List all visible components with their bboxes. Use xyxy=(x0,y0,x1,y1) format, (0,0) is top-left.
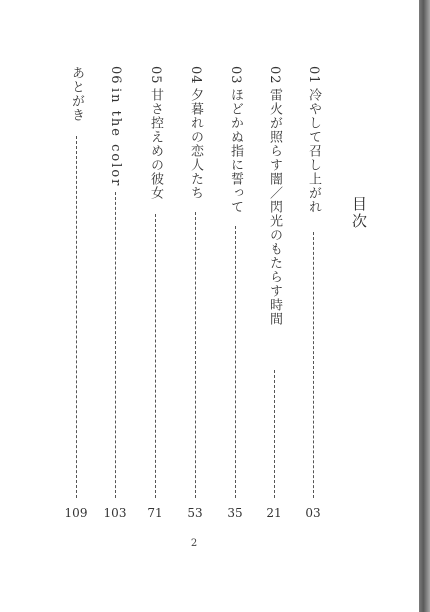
entry-number: 03 xyxy=(228,66,243,85)
entry-title: ほどかぬ指に誓って xyxy=(228,88,243,214)
leader-line xyxy=(195,212,196,498)
entry-page: 35 xyxy=(227,506,243,520)
entry-number: 02 xyxy=(267,66,282,85)
entry-number: 01 xyxy=(306,66,321,85)
entry-page: 109 xyxy=(64,506,88,520)
leader-line xyxy=(155,214,156,498)
entry-page: 71 xyxy=(147,506,163,520)
page-gutter xyxy=(419,0,430,612)
entry-title: あとがき xyxy=(69,66,84,122)
entry-number: 05 xyxy=(148,66,163,85)
entry-title: 甘さ控えめの彼女 xyxy=(148,88,163,200)
toc-title: 目次 xyxy=(350,196,368,230)
leader-line xyxy=(313,232,314,498)
entry-page: 21 xyxy=(266,506,282,520)
entry-title: in the color xyxy=(108,88,123,188)
entry-number: 04 xyxy=(188,66,203,85)
entry-title: 雷火が照らす闇／閃光のもたらす時間 xyxy=(267,88,282,326)
leader-line xyxy=(235,226,236,498)
entry-page: 03 xyxy=(305,506,321,520)
leader-line xyxy=(115,192,116,498)
entry-page: 53 xyxy=(187,506,203,520)
entry-title: 夕暮れの恋人たち xyxy=(188,88,203,200)
leader-line xyxy=(76,136,77,498)
entry-page: 103 xyxy=(103,506,127,520)
page-folio: 2 xyxy=(190,538,198,549)
entry-title: 冷やして召し上がれ xyxy=(306,88,321,214)
entry-number: 06 xyxy=(108,66,123,85)
leader-line xyxy=(274,370,275,498)
